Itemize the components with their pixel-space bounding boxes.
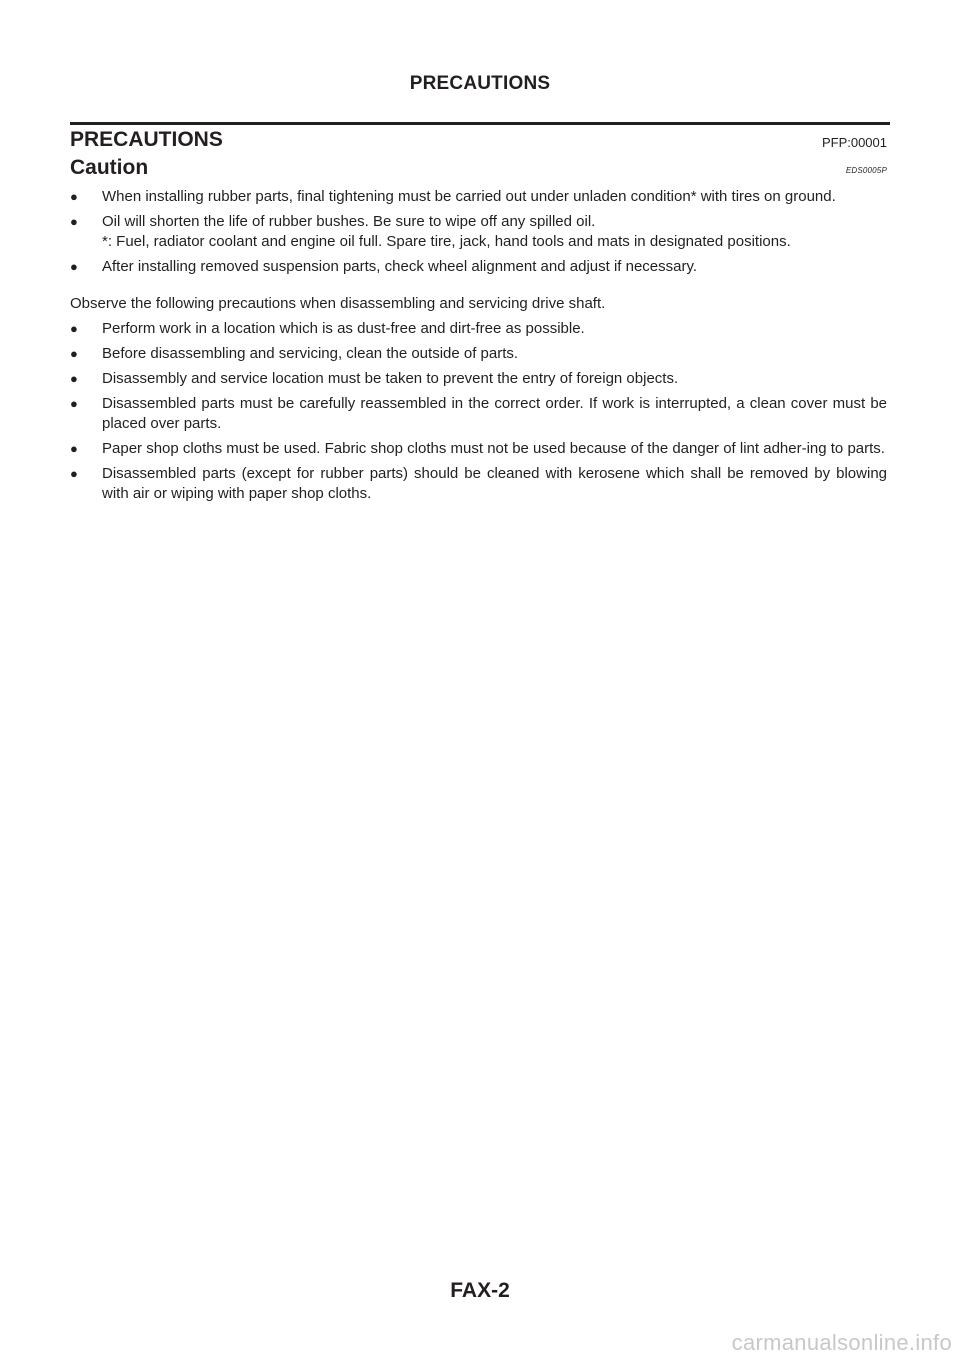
subsection-header [70, 155, 890, 181]
section-header [70, 122, 890, 155]
watermark: carmanualsonline.info [731, 1330, 952, 1355]
list-item-text: Perform work in a location which is as dust-free and dirt-free as possible. [102, 320, 585, 337]
page-number: FAX-2 [450, 1279, 510, 1302]
list-item [70, 319, 887, 339]
bullet-icon: ● [70, 321, 78, 336]
section-code: PFP:00001 [821, 135, 887, 150]
list-item-text: Disassembled parts must be carefully reassembled in the correct order. If work is interrupted, a clean cover must be placed over parts. [102, 395, 887, 432]
running-header: PRECAUTIONS [409, 73, 551, 94]
list-item [70, 344, 887, 364]
list-item [70, 464, 887, 504]
bullet-icon: ● [70, 466, 78, 481]
bullet-icon: ● [70, 189, 78, 204]
list-item [70, 257, 887, 277]
bullet-icon: ● [70, 371, 78, 386]
page-content [70, 187, 887, 509]
unladen-note: *: Fuel, radiator coolant and engine oil full. Spare tire, jack, hand tools and mats in designated positions. [102, 233, 791, 250]
bullet-icon: ● [70, 346, 78, 361]
list-item-text: When installing rubber parts, final tightening must be carried out under unladen condition* with tires on ground. [102, 188, 836, 205]
list-item [70, 187, 887, 207]
caution-list [70, 187, 887, 277]
list-item-text: After installing removed suspension parts, check wheel alignment and adjust if necessary. [102, 258, 698, 275]
list-item-text: Paper shop cloths must be used. Fabric shop cloths must not be used because of the danger of lint adher-ing to parts. [102, 440, 885, 457]
list-item-text: Disassembled parts (except for rubber parts) should be cleaned with kerosene which shall be removed by blowing with air or wiping with paper shop cloths. [102, 465, 887, 502]
list-item [70, 212, 887, 252]
list-item-text: Disassembly and service location must be taken to prevent the entry of foreign objects. [102, 370, 679, 387]
list-item [70, 394, 887, 434]
list-item [70, 369, 887, 389]
list-item-text: Before disassembling and servicing, clean the outside of parts. [102, 345, 519, 362]
drive-shaft-list [70, 319, 887, 504]
list-item-text: Oil will shorten the life of rubber bushes. Be sure to wipe off any spilled oil. [102, 213, 596, 230]
section-title: PRECAUTIONS [70, 128, 223, 151]
bullet-icon: ● [70, 259, 78, 274]
bullet-icon: ● [70, 214, 78, 229]
subsection-title: Caution [70, 156, 149, 179]
bullet-icon: ● [70, 396, 78, 411]
subsection-code: EDS0005P [845, 166, 887, 175]
intro-text: Observe the following precautions when disassembling and servicing drive shaft. [70, 295, 606, 312]
list-item [70, 439, 887, 459]
bullet-icon: ● [70, 441, 78, 456]
